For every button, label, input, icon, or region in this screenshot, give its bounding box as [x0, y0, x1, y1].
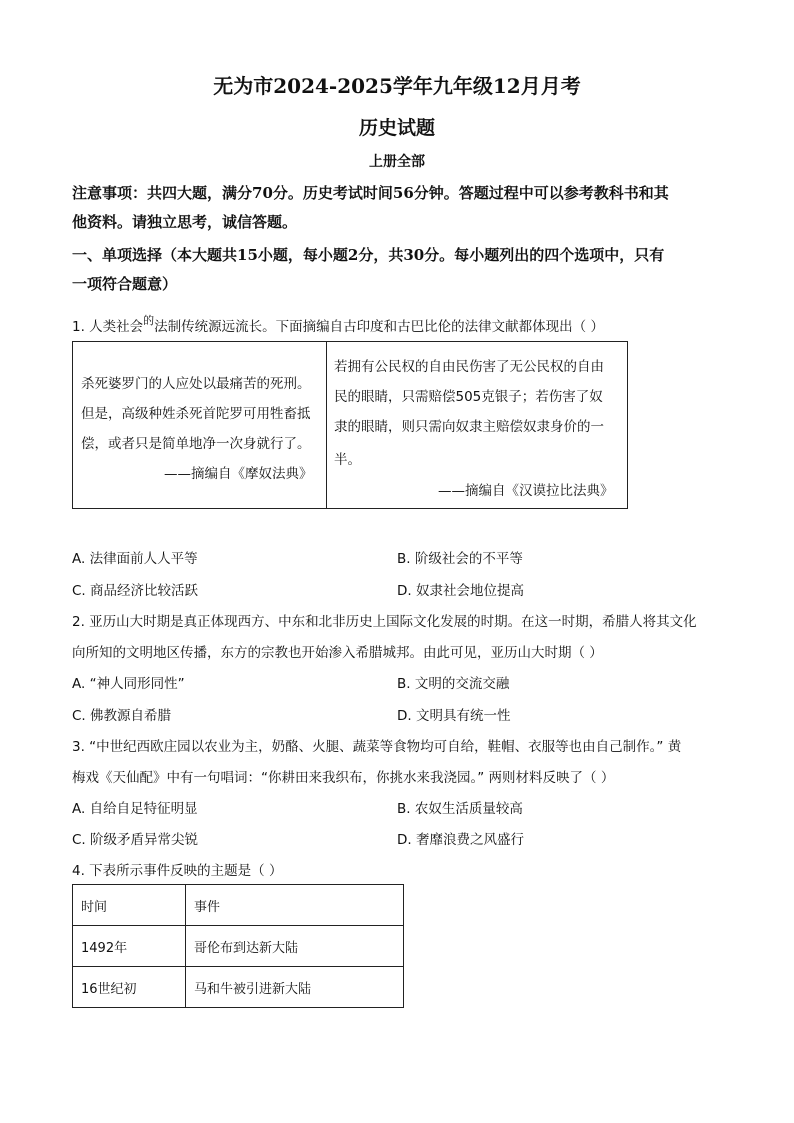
q1-right-line-3: 隶的眼睛，则只需向奴隶主赔偿奴隶身价的一: [334, 419, 604, 435]
q1-right-source: ——摘编自《汉谟拉比法典》: [438, 483, 614, 499]
q1-option-c[interactable]: C. 商品经济比较活跃: [72, 583, 199, 599]
exam-title: 无为市2024-2025学年九年级12月月考: [213, 74, 581, 98]
q3-option-a[interactable]: A. 自给自足特征明显: [72, 801, 198, 817]
table-header-time: 时间: [73, 885, 186, 926]
q1-left-line-1: 杀死婆罗门的人应处以最痛苦的死刑。: [81, 376, 311, 392]
q4-event-table: [72, 884, 404, 1008]
subject-title: 历史试题: [358, 117, 435, 139]
q2-stem-line-2: 向所知的文明地区传播，东方的宗教也开始渗入希腊城邦。由此可见，亚历山大时期（ ）: [72, 645, 603, 661]
q3-stem-line-2: 梅戏《天仙配》中有一句唱词：“你耕田来我织布，你挑水来我浇园。” 两则材料反映了（ ）: [72, 770, 615, 786]
table-row: [73, 967, 404, 1008]
q1-option-d[interactable]: D. 奴隶社会地位提高: [397, 583, 524, 599]
table-row: [73, 926, 404, 967]
q1-option-a[interactable]: A. 法律面前人人平等: [72, 551, 198, 567]
q2-stem-line-1: 2. 亚历山大时期是真正体现西方、中东和北非历史上国际文化发展的时期。在这一时期，希腊人将其文化: [72, 614, 697, 630]
q4-stem: 4. 下表所示事件反映的主题是（ ）: [72, 863, 283, 879]
q3-option-d[interactable]: D. 奢靡浪费之风盛行: [397, 832, 524, 848]
q3-option-b[interactable]: B. 农奴生活质量较高: [397, 801, 523, 817]
q1-stem-part-a: 1. 人类社会: [72, 319, 144, 335]
q1-right-line-1: 若拥有公民权的自由民伤害了无公民权的自由: [334, 359, 604, 375]
notice-line-2: 他资料。请独立思考，诚信答题。: [72, 213, 298, 231]
table-row: [73, 885, 404, 926]
q3-stem-line-1: 3. “中世纪西欧庄园以农业为主，奶酪、火腿、蔬菜等食物均可自给，鞋帽、衣服等也由自己制作。” 黄: [72, 739, 682, 755]
q2-option-d[interactable]: D. 文明具有统一性: [397, 708, 511, 724]
q2-option-c[interactable]: C. 佛教源自希腊: [72, 708, 172, 724]
q1-table-divider: [326, 341, 327, 509]
q1-option-b[interactable]: B. 阶级社会的不平等: [397, 551, 523, 567]
q2-option-a[interactable]: A. “神人同形同性”: [72, 676, 185, 692]
q1-left-line-3: 偿，或者只是简单地净一次身就行了。: [81, 436, 311, 452]
q1-left-line-2: 但是，高级种姓杀死首陀罗可用牲畜抵: [81, 406, 311, 422]
section-heading-line-1: 一、单项选择（本大题共15小题，每小题2分，共30分。每小题列出的四个选项中，只有: [72, 246, 665, 264]
q1-stem-superscript: 的: [143, 314, 155, 327]
q2-option-b[interactable]: B. 文明的交流交融: [397, 676, 510, 692]
notice-line-1: 注意事项：共四大题，满分70分。历史考试时间56分钟。答题过程中可以参考教科书和其: [72, 184, 669, 202]
q1-right-line-2: 民的眼睛，只需赔偿505克银子；若伤害了奴: [334, 389, 603, 405]
table-cell: 16世纪初: [73, 967, 186, 1008]
q1-stem: [72, 315, 604, 335]
table-cell: 哥伦布到达新大陆: [186, 926, 404, 967]
table-cell: 1492年: [73, 926, 186, 967]
q3-option-c[interactable]: C. 阶级矛盾异常尖锐: [72, 832, 199, 848]
q1-left-source: ——摘编自《摩奴法典》: [164, 466, 313, 482]
q1-right-line-4: 半。: [334, 452, 361, 468]
q1-stem-part-b: 法制传统源远流长。下面摘编自古印度和古巴比伦的法律文献都体现出（ ）: [154, 319, 604, 335]
exam-scope: 上册全部: [369, 154, 425, 170]
section-heading-line-2: 一项符合题意）: [72, 275, 178, 293]
table-cell: 马和牛被引进新大陆: [186, 967, 404, 1008]
table-header-event: 事件: [186, 885, 404, 926]
